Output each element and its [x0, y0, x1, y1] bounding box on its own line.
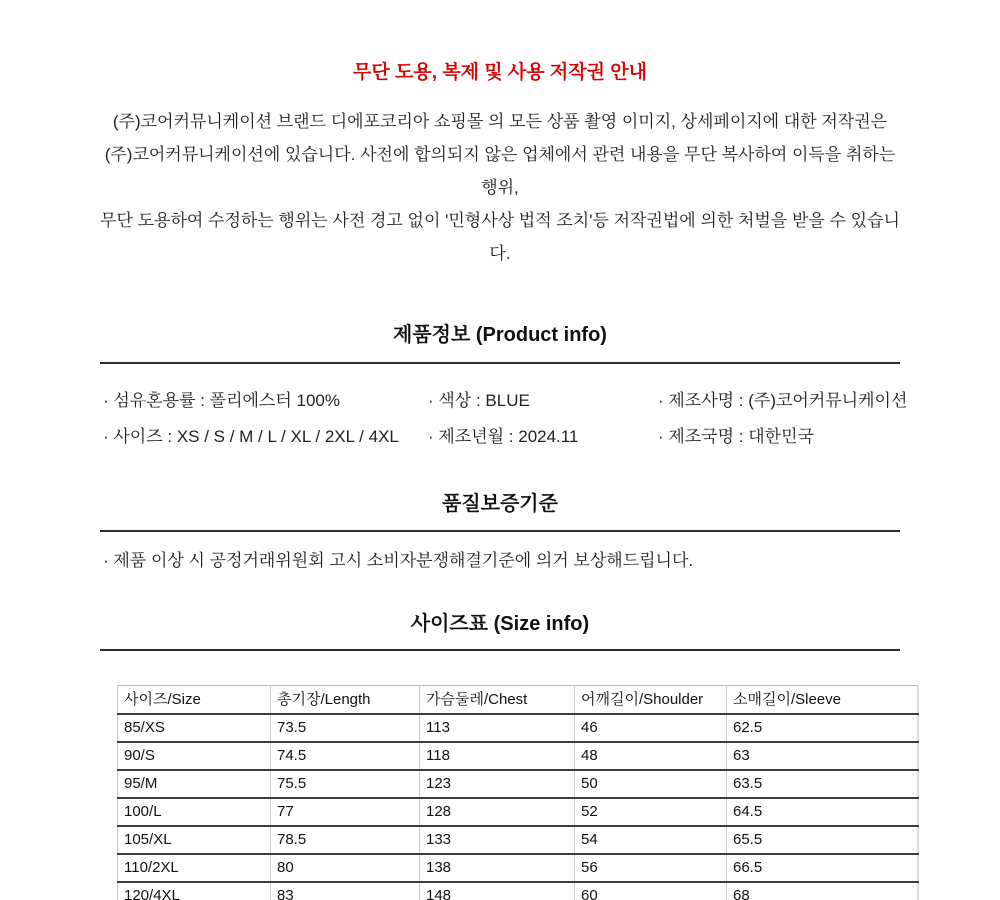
cell-shoulder: 54 [575, 826, 727, 854]
cell-size: 95/M [118, 770, 271, 798]
cell-chest: 133 [420, 826, 575, 854]
size-table-head [118, 686, 919, 715]
info-item-size: · 사이즈 : XS / S / M / L / XL / 2XL / 4XL [103, 427, 399, 446]
info-item-country: · 제조국명 : 대한민국 [658, 427, 814, 446]
cell-chest: 118 [420, 742, 575, 770]
column-header-length: 총기장/Length [271, 686, 420, 715]
cell-sleeve: 63 [727, 742, 919, 770]
cell-length: 73.5 [271, 714, 420, 742]
product-info-heading: 제품정보 (Product info) [393, 324, 607, 346]
info-item-manufacturer: · 제조사명 : (주)코어커뮤니케이션 [658, 391, 908, 410]
info-item-manufacture-date: · 제조년월 : 2024.11 [428, 427, 579, 446]
cell-length: 77 [271, 798, 420, 826]
cell-sleeve: 68 [727, 882, 919, 900]
product-info-column [100, 391, 425, 447]
cell-size: 85/XS [118, 714, 271, 742]
size-table-body [118, 714, 919, 900]
product-info-column [655, 391, 908, 447]
cell-length: 75.5 [271, 770, 420, 798]
cell-chest: 138 [420, 854, 575, 882]
section-divider [100, 362, 900, 364]
table-row [118, 826, 919, 854]
table-row [118, 854, 919, 882]
copyright-line: (주)코어커뮤니케이션 브랜드 디에포코리아 쇼핑몰 의 모든 상품 촬영 이미지, 상세페이지에 대한 저작권은 [112, 112, 888, 131]
cell-sleeve: 65.5 [727, 826, 919, 854]
cell-shoulder: 56 [575, 854, 727, 882]
size-table-header-row [118, 686, 919, 715]
product-info-grid [100, 391, 908, 447]
cell-size: 105/XL [118, 826, 271, 854]
section-divider [100, 530, 900, 532]
cell-shoulder: 52 [575, 798, 727, 826]
size-table [117, 685, 919, 900]
table-row [118, 742, 919, 770]
cell-shoulder: 48 [575, 742, 727, 770]
cell-size: 100/L [118, 798, 271, 826]
column-header-sleeve: 소매길이/Sleeve [727, 686, 919, 715]
copyright-notice-title: 무단 도용, 복제 및 사용 저작권 안내 [353, 62, 647, 83]
copyright-line: (주)코어커뮤니케이션에 있습니다. 사전에 합의되지 않은 업체에서 관련 내용을 무단 복사하여 이득을 취하는 행위, [104, 145, 896, 197]
info-item-color: · 색상 : BLUE [428, 391, 530, 410]
table-row [118, 798, 919, 826]
size-info-heading: 사이즈표 (Size info) [410, 613, 590, 635]
cell-chest: 123 [420, 770, 575, 798]
cell-length: 80 [271, 854, 420, 882]
copyright-line: 무단 도용하여 수정하는 행위는 사전 경고 없이 '민형사상 법적 조치'등 저작권법에 의한 처벌을 받을 수 있습니다. [100, 211, 900, 263]
cell-sleeve: 63.5 [727, 770, 919, 798]
table-row [118, 770, 919, 798]
quality-standard-text: · 제품 이상 시 공정거래위원회 고시 소비자분쟁해결기준에 의거 보상해드립니다. [103, 551, 694, 570]
info-item-fiber: · 섬유혼용률 : 폴리에스터 100% [103, 391, 340, 410]
column-header-shoulder: 어깨길이/Shoulder [575, 686, 727, 715]
cell-shoulder: 46 [575, 714, 727, 742]
cell-length: 83 [271, 882, 420, 900]
table-row [118, 714, 919, 742]
cell-size: 90/S [118, 742, 271, 770]
cell-chest: 128 [420, 798, 575, 826]
cell-size: 110/2XL [118, 854, 271, 882]
column-header-size: 사이즈/Size [118, 686, 271, 715]
copyright-notice-body [100, 105, 900, 270]
cell-shoulder: 50 [575, 770, 727, 798]
cell-shoulder: 60 [575, 882, 727, 900]
cell-chest: 113 [420, 714, 575, 742]
cell-chest: 148 [420, 882, 575, 900]
cell-size: 120/4XL [118, 882, 271, 900]
table-row [118, 882, 919, 900]
cell-length: 74.5 [271, 742, 420, 770]
cell-sleeve: 66.5 [727, 854, 919, 882]
section-divider [100, 649, 900, 651]
product-info-column [425, 391, 655, 447]
column-header-chest: 가슴둘레/Chest [420, 686, 575, 715]
cell-sleeve: 64.5 [727, 798, 919, 826]
quality-standard-heading: 품질보증기준 [442, 493, 558, 515]
cell-length: 78.5 [271, 826, 420, 854]
cell-sleeve: 62.5 [727, 714, 919, 742]
content-column [100, 62, 908, 900]
